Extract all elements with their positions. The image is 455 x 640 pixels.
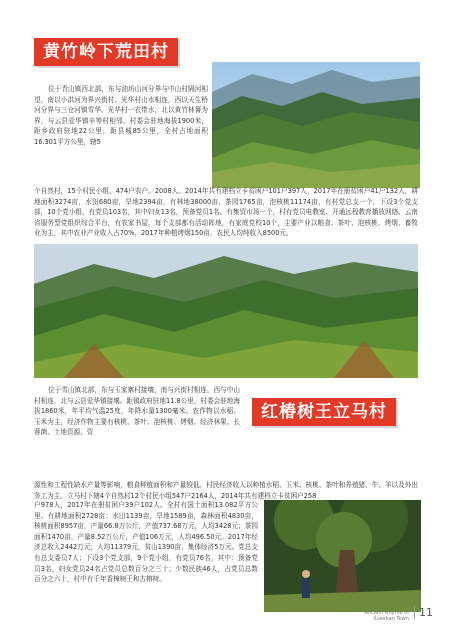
footer-line-1: Ancient Rhyme of — [364, 610, 409, 616]
mountain-forest-photo — [212, 62, 420, 188]
section2-paragraph-stats: 户978人，2017年在册贫困户39户102人。全村有国土面积13.082平方公里。有耕地面积2728亩：水田1139亩，旱地1589亩，森林面积4830亩，核桃面积8957亩，产量66.8万公斤，产值737.68万元，人均3428元；茶园面积1470亩，产量8.52万公斤，产值106万元，人均496.50元。2017年经济总收入2442万元，人均11379元，贫山1390亩，集体经济5万元。党总支有总支委员7人；下设3个党支部，9个党小组，有党员76名，其中：预备党员3名，妇女党员24名占党员总数百分之三十；少数民族46人，占党员总数百分之六十，村中有千年香樟树王和古榕树。 — [34, 501, 258, 584]
section-title-huangzhuling: 黄竹岭下荒田村 — [34, 38, 178, 66]
camphor-tree-photo — [264, 500, 421, 612]
section2-paragraph-intro: 位于雪山镇北部，东与玉家寨村接壤，南与兴街村相连，西与中山村相连，北与云县爱华镇接壤。距镇政府驻地11.8公里，村委会驻地海拔1860米，年平均气温25度，年降水量1300毫米。农作物以水稻、玉米为主，经济作物主要有核桃、茶叶、泡核桃、烤烟、经济林果、长蓉菌、土地资源、资 — [34, 386, 240, 437]
section1-paragraph-intro: 位于青山镇西北部，东与油坊山河分界与中山村隔河相望，南以小洪河为界兴街村、光华村山水相连，西以天生桥河分界与三仓河镇雪华、光华村一衣带水，北以黄竹林箐为界，与云县爱华镇辛等村相邻，村委会驻地海拔1900米，距乡政府驻地22公里，距县城85公里，全村占地面积16.301平方公里，辖5 — [34, 85, 208, 146]
section1-paragraph-main: 个自然村，15个村民小组，474户农户。2008人。2014年共有建档立卡贫困户101户397人，2017年在册贫困户41户132人，耕地面积3274亩，水田680亩，旱地2394亩，有林地38000亩，茶园1765亩，泡核桃11174亩，有村党总支一个，下设3个党支部，10个党小组，有党员103名，其中妇女13名，预备党员1名。有集贸市场一个，村有党员电教室、开通远程教育播放网络、云南省服务型党组织综合平台，有农家书屋，每个支部都有活动阵地，有家庭党校10个，主要产业以粮食、茶叶、泡核桃、烤烟、畜牧业为主，其中农业产业收入占70%，2017年种植烤烟150亩，农民人均纯收入8500元。 — [34, 187, 418, 238]
page-number: 11 — [414, 606, 433, 619]
forested-hills-panorama-photo — [34, 244, 418, 378]
footer-book-title — [365, 610, 409, 622]
footer-line-2: Xueshan Town — [373, 616, 409, 622]
section2-paragraph-main: 源性和工程性缺水产量等影响，粮食种植面积和产量较低。村民经济收入以种植水稻、玉米、核桃、茶叶和养殖猪、牛、羊以及外出务工为主。立马村下辖4个自然村12个村民小组547户2164人，2014年共有建档立卡贫困户258 — [34, 481, 418, 500]
section-title-hongchunshu: 红椿树王立马村 — [252, 398, 396, 426]
